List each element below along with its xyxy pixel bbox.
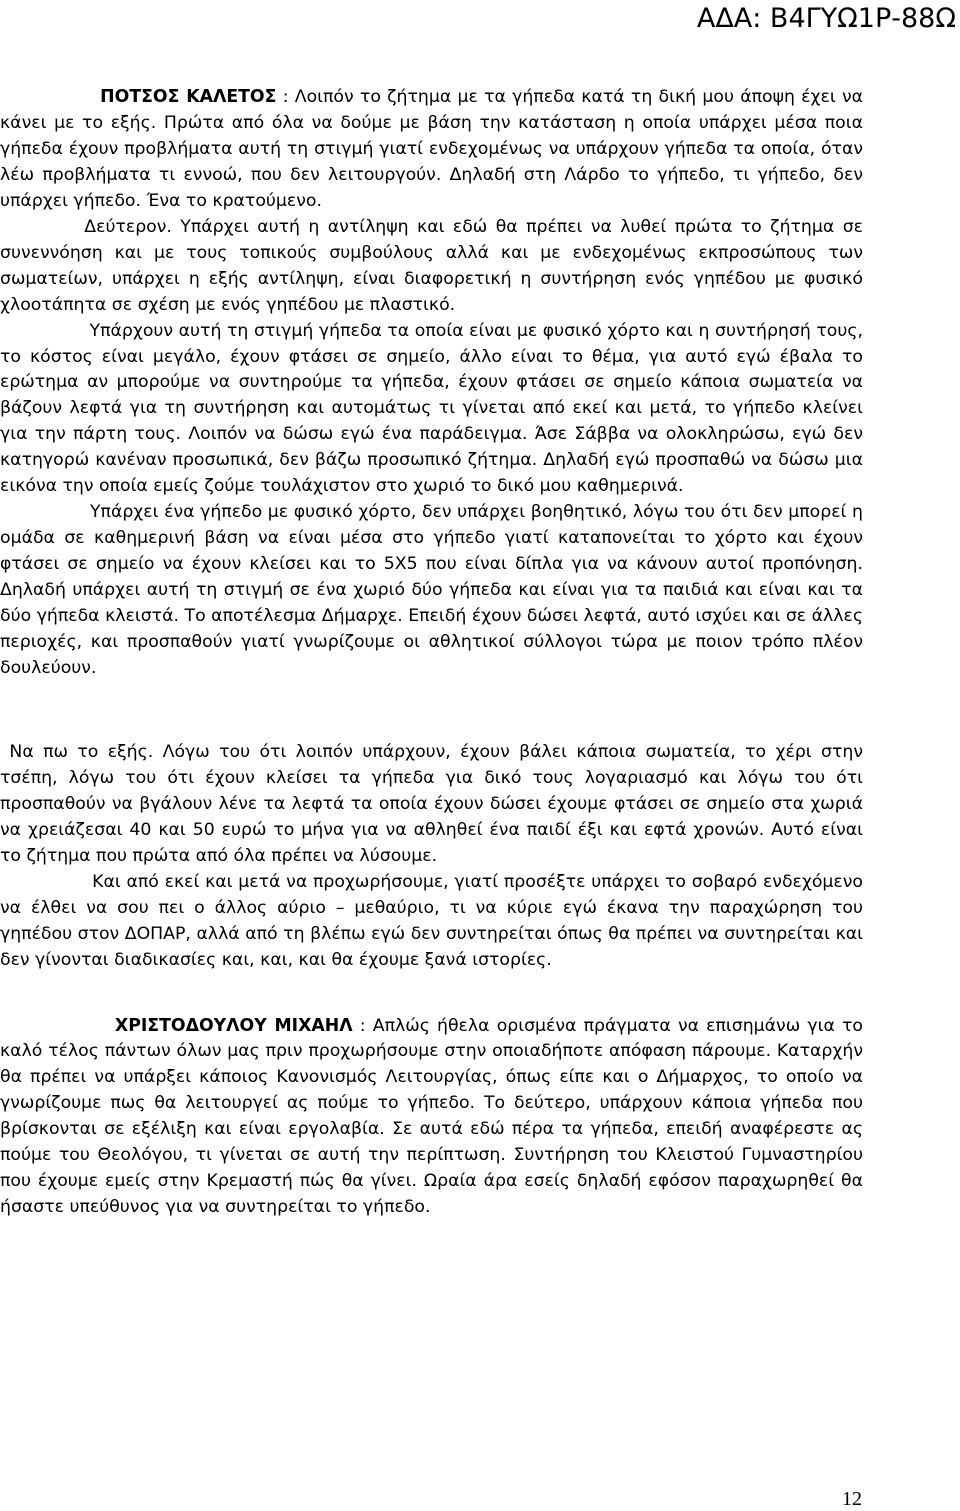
paragraph-fees: Να πω το εξής. Λόγω του ότι λοιπόν υπάρχουν, έχουν βάλει κάποια σωματεία, το χέρι στην τσέπη, λόγω του ότι έχουν κλείσει τα γήπεδα για δικό τους λογαριασμό και λόγω του ότι προσπαθούν να βγάλουν λένε τα λεφτά τα οποία έχουν δώσει έχουμε φτάσει σε σημείο στα χωριά να χρειάζεσαι 40 και 50 ευρώ το μήνα για να αθληθεί ένα παιδί έξι και εφτά χρονών. Αυτό είναι το ζήτημα που πρώτα από όλα πρέπει να λύσουμε. <box>0 741 869 866</box>
speaker-name-potsos: ΠΟΤΣΟΣ ΚΑΛΕΤΟΣ <box>100 87 277 107</box>
paragraph-indent <box>0 87 100 107</box>
transcript-page <box>0 85 869 1221</box>
paragraph-gap <box>0 682 863 740</box>
paragraph-indent <box>0 1016 115 1036</box>
paragraph-closed-fields: Υπάρχει ένα γήπεδο με φυσικό χόρτο, δεν υπάρχει βοηθητικό, λόγω του ότι δεν μπορεί η ομάδα σε καθημερινή βάση να είναι μέσα στο γήπεδο γιατί καταπονείται το χόρτο και έχουν φτάσει σε σημείο να έχουν κλείσει και το 5Χ5 που είναι δίπλα για να κάνουν αυτοί προπόνηση. Δηλαδή υπάρχει αυτή τη στιγμή σε ένα χωριό δύο γήπεδα και είναι για τα παιδιά και είναι και τα δύο γήπεδα κλειστά. Το αποτέλεσμα Δήμαρχε. Επειδή έχουν δώσει λεφτά, αυτό ισχύει και σε άλλες περιοχές, και προσπαθούν γιατί γνωρίζουμε οι αθλητικοί σύλλογοι τώρα με ποιον τρόπο πλέον δουλεύουν. <box>0 502 869 678</box>
paragraph-second-point: Δεύτερον. Υπάρχει αυτή η αντίληψη και εδώ θα πρέπει να λυθεί πρώτα το ζήτημα σε συνεννόηση και με τους τοπικούς συμβούλους αλλά και με ενδεχομένως εκπροσώπους των σωματείων, υπάρχει η εξής αντίληψη, είναι διαφορετική η συντήρηση ενός γηπέδου με φυσικό χλοοτάπητα σε σχέση με ενός γηπέδου με πλαστικό. <box>0 216 869 315</box>
paragraph-maintenance-risk: Και από εκεί και μετά να προχωρήσουμε, γιατί προσέξτε υπάρχει το σοβαρό ενδεχόμενο να έλθει να σου πει ο άλλος αύριο – μεθαύριο, τι να κύριε εγώ έκανα την παραχώρηση του γηπέδου στον ΔΟΠΑΡ, αλλά από τη βλέπω εγώ δεν συντηρείται όπως θα πρέπει να συντηρείται και δεν γίνονται διαδικασίες και, και, και θα έχουμε ξανά ιστορίες. <box>0 871 869 970</box>
paragraph-potsos-intro <box>0 85 863 215</box>
ada-identifier: ΑΔΑ: Β4ΓΥΩ1Ρ-88Ω <box>696 3 956 34</box>
page-number: 12 <box>842 1488 862 1510</box>
paragraph-natural-grass: Υπάρχουν αυτή τη στιγμή γήπεδα τα οποία είναι με φυσικό χόρτο και η συντήρησή τους, το κόστος είναι μεγάλο, έχουν φτάσει σε σημείο, άλλο είναι το θέμα, για αυτό εγώ έβαλα το ερώτημα αν μπορούμε να συντηρούμε τα γήπεδα, έχουν φτάσει σε σημείο κάποια σωματεία να βάζουν λεφτά για τη συντήρηση και αυτομάτως τι γίνεται από εκεί και μετά, το γήπεδο κλείνει για την πάρτη τους. Λοιπόν να δώσω εγώ ένα παράδειγμα. Άσε Σάββα να ολοκληρώσω, εγώ δεν κατηγορώ κανέναν προσωπικά, δεν βάζω προσωπικό ζήτημα. Δηλαδή εγώ προσπαθώ να δώσω μια εικόνα την οποία εμείς ζούμε τουλάχιστον στο χωριό το δικό μου καθημερινά. <box>0 320 869 497</box>
speaker-name-christodoulou: ΧΡΙΣΤΟΔΟΥΛΟΥ ΜΙΧΑΗΛ <box>114 1015 353 1036</box>
speech-text: : Λοιπόν το ζήτημα με τα γήπεδα κατά τη δική μου άποψη έχει να κάνει με το εξής. Πρώτα από όλα να δούμε με βάση την κατάσταση η οποία υπάρχει μέσα ποια γήπεδα έχουν προβλήματα αυτή τη στιγμή γιατί ενδεχομένως να υπάρχουν γήπεδα τα οποία, όταν λέω προβλήματα τι εννοώ, που δεν λειτουργούν. Δηλαδή στη Λάρδο το γήπεδο, τι γήπεδο, δεν υπάρχει γήπεδο. Ένα το κρατούμενο. <box>0 87 863 211</box>
paragraph-gap <box>0 974 863 1014</box>
paragraph-christodoulou <box>0 1014 863 1222</box>
speech-text: : Απλώς ήθελα ορισμένα πράγματα να επισημάνω για το καλό τέλος πάντων όλων μας πριν προχωρήσουμε στην οποιαδήποτε απόφαση πάρουμε. Καταρχήν θα πρέπει να υπάρξει κάποιος Κανονισμός Λειτουργίας, όπως είπε και ο Δήμαρχος, το οποίο να γνωρίζουμε πως θα λειτουργεί ας πούμε το γήπεδο. Το δεύτερο, υπάρχουν κάποια γήπεδα που βρίσκονται σε εξέλιξη και είναι εργολαβία. Σε αυτά εδώ πέρα τα γήπεδα, επειδή αναφέρεστε ας πούμε του Θεολόγου, τι γίνεται σε αυτή την περίπτωση. Συντήρηση του Κλειστού Γυμναστηρίου που έχουμε εμείς στην Κρεμαστή πώς θα γίνει. Ωραία άρα εσείς δηλαδή εφόσον παραχωρηθεί θα ήσαστε υπεύθυνος για να συντηρείται το γήπεδο. <box>0 1015 863 1218</box>
